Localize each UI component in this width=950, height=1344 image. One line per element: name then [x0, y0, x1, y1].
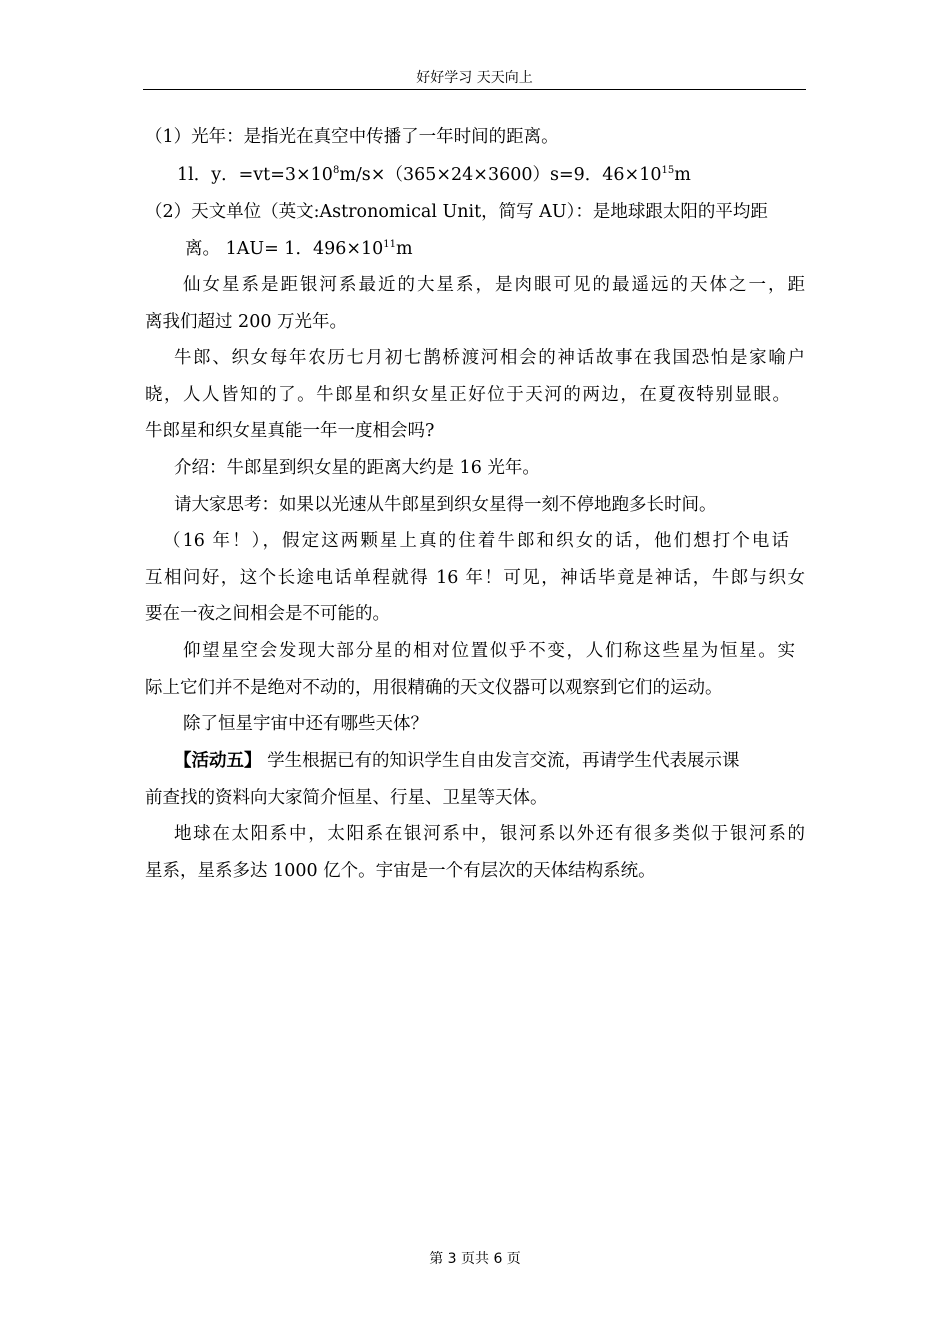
text-line-formula	[177, 163, 691, 187]
text-line: 际上它们并不是绝对不动的，用很精确的天文仪器可以观察到它们的运动。	[145, 678, 723, 698]
page-header: 好好学习 天天向上	[416, 70, 533, 86]
text-line: 牛郎、织女每年农历七月初七鹊桥渡河相会的神话故事在我国恐怕是家喻户	[174, 348, 805, 368]
formula-part: m	[674, 165, 691, 185]
text-line: （1）光年：是指光在真空中传播了一年时间的距离。	[145, 127, 559, 147]
text-line: 介绍：牛郎星到织女星的距离大约是 16 光年。	[174, 458, 540, 478]
text-line: 地球在太阳系中，太阳系在银河系中，银河系以外还有很多类似于银河系的	[174, 824, 805, 844]
text-line: 离我们超过 200 万光年。	[145, 312, 348, 332]
text-line: 互相问好，这个长途电话单程就得 16 年！可见，神话毕竟是神话，牛郎与织女	[145, 568, 805, 588]
text-line: （16 年！），假定这两颗星上真的住着牛郎和织女的话，他们想打个电话	[163, 531, 789, 551]
text-line: （2）天文单位（英文:Astronomical Unit，简写 AU）：是地球跟太阳的平均距	[145, 202, 768, 222]
text-line: 晓，人人皆知的了。牛郎星和织女星正好位于天河的两边，在夏夜特别显眼。	[145, 385, 790, 405]
superscript: 11	[383, 239, 397, 250]
text-line: 要在一夜之间相会是不可能的。	[145, 604, 390, 624]
text-line: 仰望星空会发现大部分星的相对位置似乎不变，人们称这些星为恒星。实	[183, 641, 795, 661]
text-line: 星系，星系多达 1000 亿个。宇宙是一个有层次的天体结构系统。	[145, 861, 656, 881]
text-line: 除了恒星宇宙中还有哪些天体？	[183, 714, 428, 734]
superscript: 8	[332, 165, 340, 176]
header-rule	[143, 89, 806, 90]
text-line: 牛郎星和织女星真能一年一度相会吗?	[145, 421, 435, 441]
page-footer: 第 3 页共 6 页	[429, 1251, 521, 1267]
superscript: 15	[661, 165, 675, 176]
formula-part: 离。 1AU= 1．496×10	[185, 239, 384, 259]
text-line-formula	[185, 237, 413, 261]
text-line: 前查找的资料向大家简介恒星、行星、卫星等天体。	[145, 788, 548, 808]
text-span: 学生根据已有的知识学生自由发言交流，再请学生代表展示课	[261, 751, 740, 771]
formula-part: 1l．y．=vt=3×10	[177, 165, 333, 185]
text-line	[174, 749, 805, 773]
activity-label: 【活动五】	[174, 751, 262, 771]
text-line: 请大家思考：如果以光速从牛郎星到织女星得一刻不停地跑多长时间。	[174, 495, 717, 515]
formula-part: m/s×（365×24×3600）s=9．46×10	[339, 165, 662, 185]
text-line: 仙女星系是距银河系最近的大星系，是肉眼可见的最遥远的天体之一，距	[183, 275, 805, 295]
formula-part: m	[396, 239, 413, 259]
